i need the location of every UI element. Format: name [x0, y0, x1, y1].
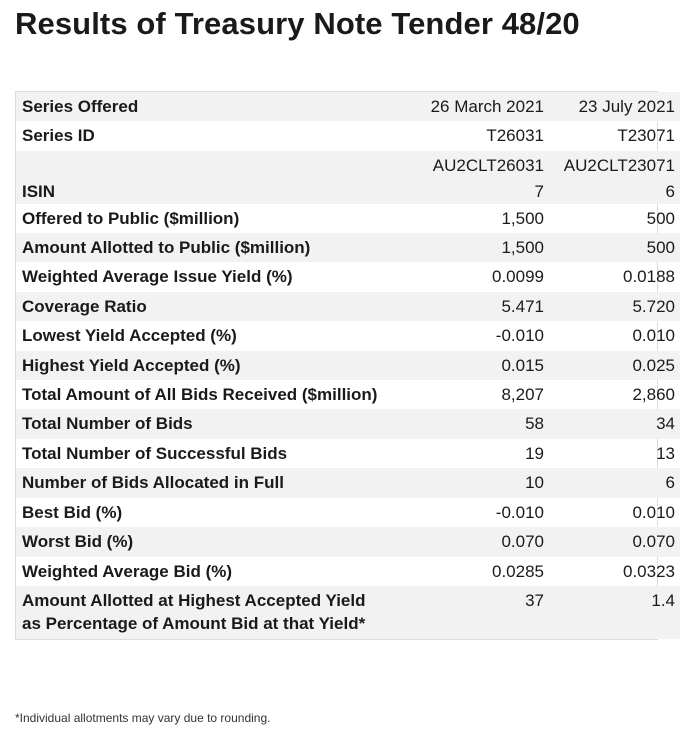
row-label: Number of Bids Allocated in Full: [16, 468, 388, 497]
row-label: Lowest Yield Accepted (%): [22, 326, 237, 346]
cell-series-2: 0.025: [550, 351, 680, 380]
row-label: Total Amount of All Bids Received ($million): [22, 385, 378, 405]
table-row: [16, 380, 680, 409]
footnote: *Individual allotments may vary due to rounding.: [15, 711, 271, 725]
cell-series-1: 26 March 2021: [388, 92, 550, 121]
cell-series-2: 500: [550, 233, 680, 262]
table-row: [16, 233, 680, 262]
cell-series-2: 23 July 2021: [550, 92, 680, 121]
table-row: [16, 292, 680, 321]
row-label: Best Bid (%): [22, 502, 123, 522]
cell-series-2: 5.720: [550, 292, 680, 321]
cell-series-1: 0.015: [388, 351, 550, 380]
row-label: Amount Allotted at Highest Accepted Yield as Percentage of Amount Bid at that Yield*: [16, 586, 388, 639]
row-label: Series Offered: [16, 92, 388, 121]
cell-series-1: 5.471: [388, 292, 550, 321]
cell-series-1: 58: [388, 409, 550, 438]
row-label: Weighted Average Issue Yield (%): [22, 267, 293, 287]
table-row: [16, 586, 680, 639]
row-label: ISIN: [16, 180, 388, 203]
cell-series-2: AU2CLT23071: [550, 151, 680, 180]
table-row: [16, 439, 680, 468]
cell-series-1: -0.010: [495, 326, 544, 346]
results-table: [15, 91, 675, 640]
cell-series-2: 6: [550, 468, 680, 497]
cell-series-2: 2,860: [632, 385, 675, 405]
row-label: Total Number of Bids: [16, 409, 388, 438]
table-row: [16, 557, 680, 586]
cell-series-1: 19: [525, 443, 544, 463]
cell-series-1: 1,500: [388, 233, 550, 262]
cell-series-1: AU2CLT26031: [388, 151, 550, 180]
cell-series-2: T23071: [617, 126, 675, 146]
table-row: [16, 180, 680, 203]
cell-series-1: -0.010: [495, 502, 544, 522]
row-label: Highest Yield Accepted (%): [16, 351, 388, 380]
row-label: Weighted Average Bid (%): [22, 561, 233, 581]
page-title: Results of Treasury Note Tender 48/20: [15, 6, 580, 41]
row-label: Offered to Public ($million): [22, 208, 240, 228]
cell-series-2: 6: [550, 180, 680, 203]
cell-series-1: 1,500: [501, 208, 544, 228]
cell-series-1: 0.0285: [492, 561, 544, 581]
cell-series-2: 500: [646, 208, 675, 228]
row-label: Coverage Ratio: [16, 292, 388, 321]
cell-series-2: 0.0323: [623, 561, 675, 581]
cell-series-1: 7: [388, 180, 550, 203]
cell-series-1: 8,207: [501, 385, 544, 405]
row-label: Worst Bid (%): [16, 527, 388, 556]
cell-series-2: 0.070: [550, 527, 680, 556]
table-row: [16, 468, 680, 497]
cell-series-2: 13: [656, 443, 675, 463]
row-label: Amount Allotted to Public ($million): [16, 233, 388, 262]
table-row: [16, 409, 680, 438]
cell-series-1: 0.070: [388, 527, 550, 556]
table-row: [16, 498, 680, 527]
cell-series-1: 37: [388, 586, 550, 639]
table-row: [16, 527, 680, 556]
cell-series-2: 0.0188: [623, 267, 675, 287]
table-row: [16, 121, 680, 150]
table-row: [16, 262, 680, 291]
table-row: [16, 151, 680, 180]
cell-series-2: 0.010: [632, 502, 675, 522]
cell-series-2: 1.4: [550, 586, 680, 639]
cell-series-1: T26031: [486, 126, 544, 146]
table-row: [16, 351, 680, 380]
cell-series-2: 0.010: [632, 326, 675, 346]
table-row: [16, 321, 680, 350]
cell-series-2: 34: [550, 409, 680, 438]
table-row: [16, 204, 680, 233]
row-label: [16, 151, 388, 180]
row-label: Series ID: [22, 126, 95, 146]
row-label: Total Number of Successful Bids: [22, 443, 288, 463]
table-row: [16, 92, 680, 121]
cell-series-1: 0.0099: [492, 267, 544, 287]
cell-series-1: 10: [388, 468, 550, 497]
